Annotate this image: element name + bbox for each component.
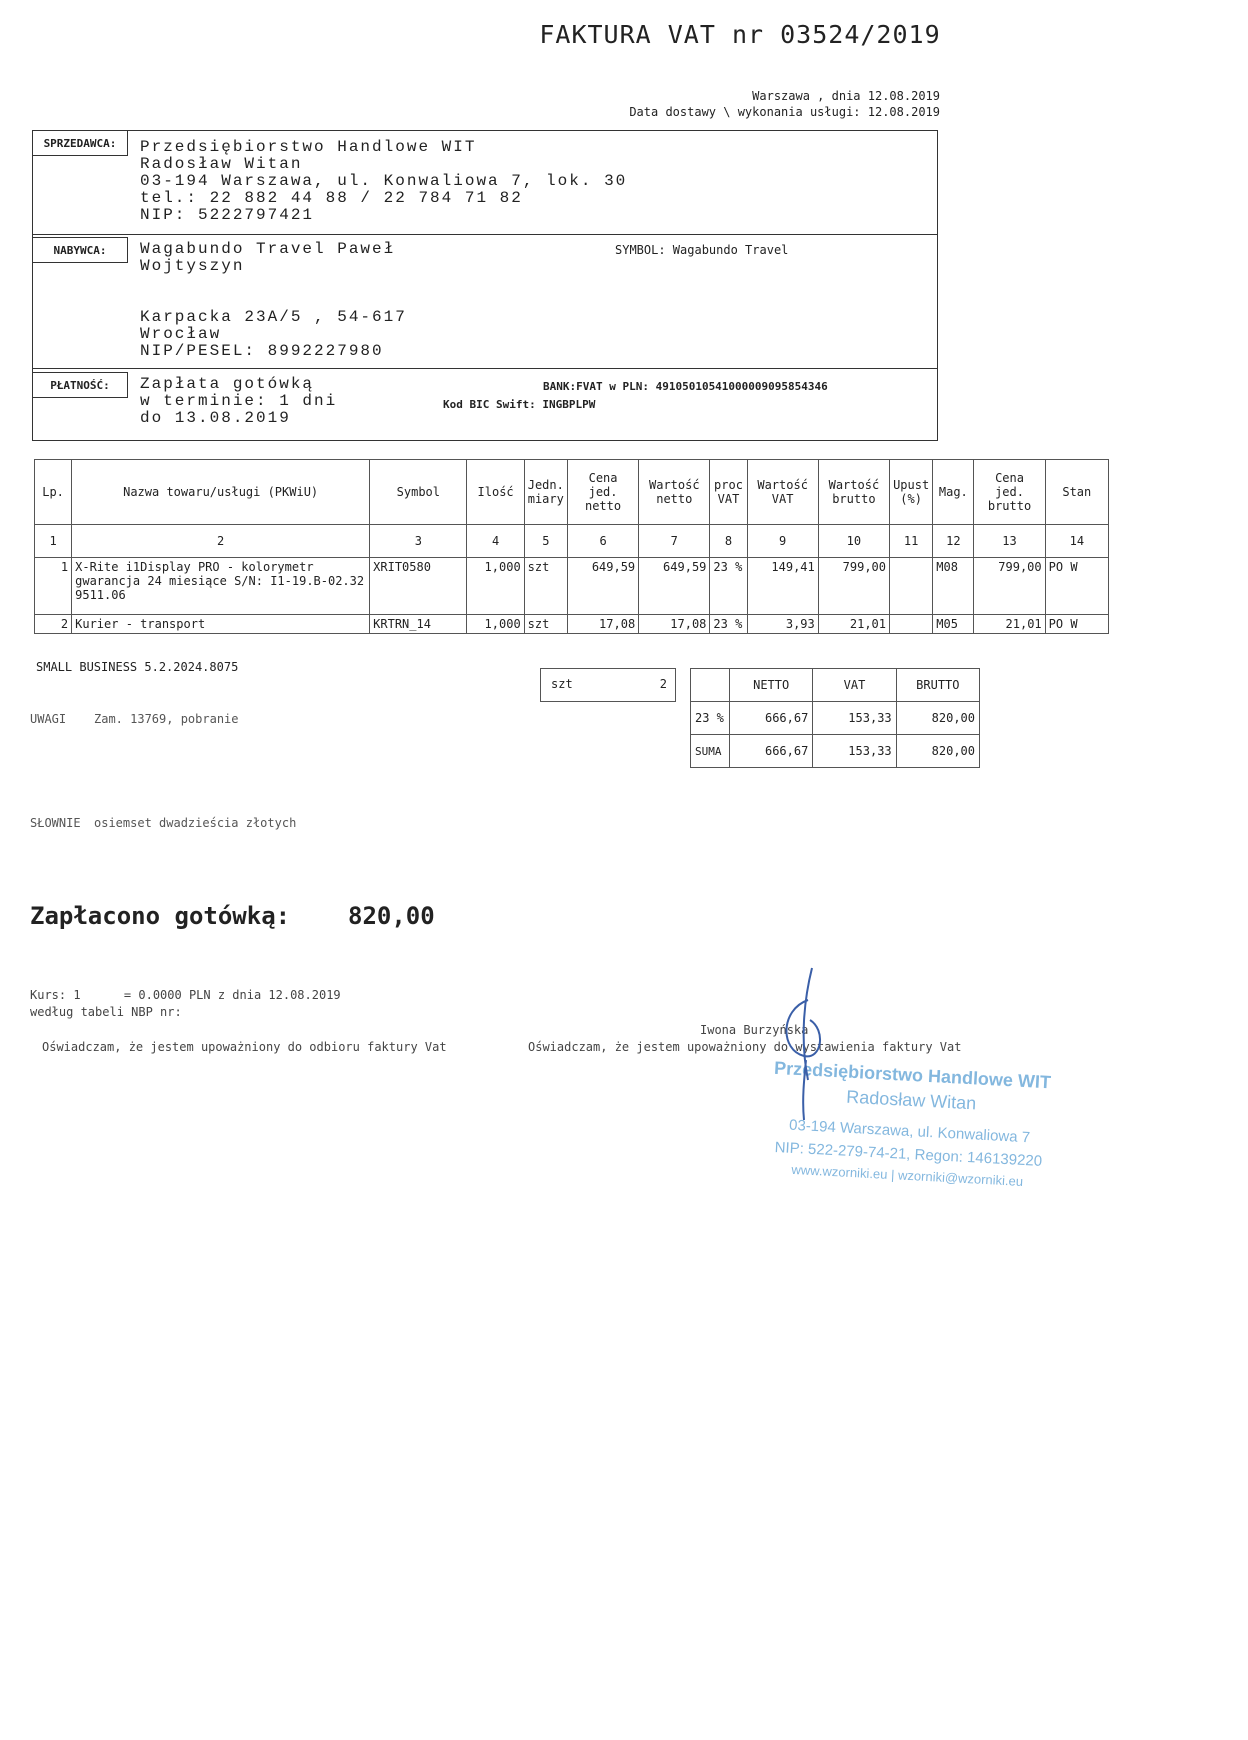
issuer-statement: Oświadczam, że jestem upoważniony do wystawienia faktury Vat bbox=[528, 1040, 962, 1054]
cell-gross: 21,01 bbox=[818, 615, 889, 634]
col-header: Mag. bbox=[933, 460, 974, 525]
cell-symbol: XRIT0580 bbox=[370, 558, 467, 615]
cell-symbol: KRTRN_14 bbox=[370, 615, 467, 634]
cell-gross: 799,00 bbox=[818, 558, 889, 615]
buyer-name: Wojtyszyn bbox=[140, 257, 245, 275]
exchange-table: według tabeli NBP nr: bbox=[30, 1005, 182, 1019]
amount-in-words: osiemset dwadzieścia złotych bbox=[94, 816, 297, 830]
summary-header: VAT bbox=[813, 669, 896, 702]
stamp-line: Przedsiębiorstwo Handlowe WIT bbox=[773, 1057, 1052, 1093]
buyer-symbol: SYMBOL: Wagabundo Travel bbox=[615, 243, 789, 257]
col-header: Ilość bbox=[467, 460, 524, 525]
summary-header: BRUTTO bbox=[896, 669, 979, 702]
buyer-nip: NIP/PESEL: 8992227980 bbox=[140, 342, 384, 360]
summary-header-row bbox=[691, 669, 980, 702]
stamp-line: NIP: 522-279-74-21, Regon: 146139220 bbox=[774, 1138, 1043, 1170]
cell-net: 649,59 bbox=[639, 558, 710, 615]
cell-qty: 1,000 bbox=[467, 615, 524, 634]
seller-line: Przedsiębiorstwo Handlowe WIT bbox=[140, 138, 477, 156]
cell-qty: 1,000 bbox=[467, 558, 524, 615]
col-header: Jedn. miary bbox=[524, 460, 567, 525]
col-number: 14 bbox=[1045, 525, 1108, 558]
summary-header: NETTO bbox=[730, 669, 813, 702]
cell-lp: 1 bbox=[35, 558, 72, 615]
swift-code: Kod BIC Swift: INGBPLPW bbox=[443, 398, 596, 411]
col-header: Wartość brutto bbox=[818, 460, 889, 525]
seller-section bbox=[32, 130, 938, 235]
cell-net: 17,08 bbox=[639, 615, 710, 634]
cell-vat-rate: 23 % bbox=[710, 558, 747, 615]
col-number: 5 bbox=[524, 525, 567, 558]
cell-vat: 3,93 bbox=[747, 615, 818, 634]
cell-price-gross: 799,00 bbox=[974, 558, 1045, 615]
payment-due: do 13.08.2019 bbox=[140, 409, 291, 427]
cell-vat: 149,41 bbox=[747, 558, 818, 615]
buyer-section bbox=[32, 233, 938, 369]
payment-section bbox=[32, 368, 938, 441]
stamp-line: 03-194 Warszawa, ul. Konwaliowa 7 bbox=[788, 1116, 1031, 1147]
table-row bbox=[35, 615, 1109, 634]
cell-lp: 2 bbox=[35, 615, 72, 634]
col-header: Stan bbox=[1045, 460, 1108, 525]
bank-account: BANK:FVAT w PLN: 49105010541000009095854346 bbox=[543, 380, 828, 393]
stamp-line: Radosław Witan bbox=[845, 1086, 977, 1114]
cell-mag: M08 bbox=[933, 558, 974, 615]
place-date: Warszawa , dnia 12.08.2019 bbox=[752, 89, 940, 103]
cell-vat-rate: 23 % bbox=[710, 615, 747, 634]
buyer-name: Wagabundo Travel Paweł bbox=[140, 240, 396, 258]
table-header-row bbox=[35, 460, 1109, 525]
col-header: Nazwa towaru/usługi (PKWiU) bbox=[72, 460, 370, 525]
cell-mag: M05 bbox=[933, 615, 974, 634]
cell-name: X-Rite i1Display PRO - kolorymetr gwarancja 24 miesiące S/N: I1-19.B-02.32 9511.06 bbox=[72, 558, 370, 615]
cell-discount bbox=[890, 558, 933, 615]
seller-label: SPRZEDAWCA: bbox=[33, 131, 128, 156]
seller-line: tel.: 22 882 44 88 / 22 784 71 82 bbox=[140, 189, 523, 207]
col-number: 9 bbox=[747, 525, 818, 558]
summary-header bbox=[691, 669, 730, 702]
summary-vat: 153,33 bbox=[813, 735, 896, 768]
seller-line: Radosław Witan bbox=[140, 155, 303, 173]
summary-vat: 153,33 bbox=[813, 702, 896, 735]
invoice-title: FAKTURA VAT nr 03524/2019 bbox=[539, 20, 941, 49]
col-header: Lp. bbox=[35, 460, 72, 525]
cell-stan: PO W bbox=[1045, 558, 1108, 615]
payment-term: w terminie: 1 dni bbox=[140, 392, 338, 410]
vat-summary-table bbox=[690, 668, 980, 768]
summary-total-row bbox=[691, 735, 980, 768]
cell-unit: szt bbox=[524, 558, 567, 615]
cell-price: 17,08 bbox=[567, 615, 638, 634]
paid-amount: 820,00 bbox=[348, 902, 435, 930]
buyer-label: NABYWCA: bbox=[33, 237, 128, 263]
seller-line: 03-194 Warszawa, ul. Konwaliowa 7, lok. 30 bbox=[140, 172, 628, 190]
col-number: 7 bbox=[639, 525, 710, 558]
remarks-label: UWAGI bbox=[30, 712, 67, 726]
buyer-address: Wrocław bbox=[140, 325, 222, 343]
remarks-text: Zam. 13769, pobranie bbox=[94, 712, 239, 726]
col-number: 11 bbox=[890, 525, 933, 558]
col-number: 13 bbox=[974, 525, 1045, 558]
software-version: SMALL BUSINESS 5.2.2024.8075 bbox=[36, 660, 239, 674]
table-row bbox=[35, 558, 1109, 615]
payment-label: PŁATNOŚĆ: bbox=[33, 372, 128, 398]
summary-row bbox=[691, 702, 980, 735]
col-number: 12 bbox=[933, 525, 974, 558]
quantity-unit: szt bbox=[551, 677, 573, 691]
buyer-address: Karpacka 23A/5 , 54-617 bbox=[140, 308, 407, 326]
delivery-date: Data dostawy \ wykonania usługi: 12.08.2019 bbox=[629, 105, 940, 119]
payment-method: Zapłata gotówką bbox=[140, 375, 315, 393]
items-table bbox=[34, 459, 1109, 634]
col-header: Symbol bbox=[370, 460, 467, 525]
exchange-rate: Kurs: 1 = 0.0000 PLN z dnia 12.08.2019 bbox=[30, 988, 341, 1002]
cell-unit: szt bbox=[524, 615, 567, 634]
cell-price: 649,59 bbox=[567, 558, 638, 615]
handwritten-signature bbox=[760, 960, 840, 1130]
col-number: 10 bbox=[818, 525, 889, 558]
summary-gross: 820,00 bbox=[896, 702, 979, 735]
column-number-row bbox=[35, 525, 1109, 558]
stamp-line: www.wzorniki.eu | wzorniki@wzorniki.eu bbox=[791, 1161, 1024, 1189]
summary-gross: 820,00 bbox=[896, 735, 979, 768]
cell-discount bbox=[890, 615, 933, 634]
col-number: 2 bbox=[72, 525, 370, 558]
col-header: Cena jed. brutto bbox=[974, 460, 1045, 525]
paid-label: Zapłacono gotówką: bbox=[30, 902, 291, 930]
cell-name: Kurier - transport bbox=[72, 615, 370, 634]
col-number: 3 bbox=[370, 525, 467, 558]
summary-net: 666,67 bbox=[730, 702, 813, 735]
col-header: Cena jed. netto bbox=[567, 460, 638, 525]
seller-line: NIP: 5222797421 bbox=[140, 206, 315, 224]
col-header: Wartość netto bbox=[639, 460, 710, 525]
col-header: Wartość VAT bbox=[747, 460, 818, 525]
summary-rate: 23 % bbox=[691, 702, 730, 735]
col-number: 1 bbox=[35, 525, 72, 558]
receiver-statement: Oświadczam, że jestem upoważniony do odbioru faktury Vat bbox=[42, 1040, 447, 1054]
col-header: proc VAT bbox=[710, 460, 747, 525]
issuer-name: Iwona Burzyńska bbox=[700, 1023, 809, 1037]
col-number: 8 bbox=[710, 525, 747, 558]
amount-in-words-label: SŁOWNIE bbox=[30, 816, 81, 830]
col-number: 4 bbox=[467, 525, 524, 558]
quantity-total: 2 bbox=[659, 677, 667, 691]
col-number: 6 bbox=[567, 525, 638, 558]
summary-net: 666,67 bbox=[730, 735, 813, 768]
cell-price-gross: 21,01 bbox=[974, 615, 1045, 634]
quantity-total-box bbox=[540, 668, 676, 702]
cell-stan: PO W bbox=[1045, 615, 1108, 634]
summary-total-label: SUMA bbox=[691, 735, 730, 768]
col-header: Upust (%) bbox=[890, 460, 933, 525]
